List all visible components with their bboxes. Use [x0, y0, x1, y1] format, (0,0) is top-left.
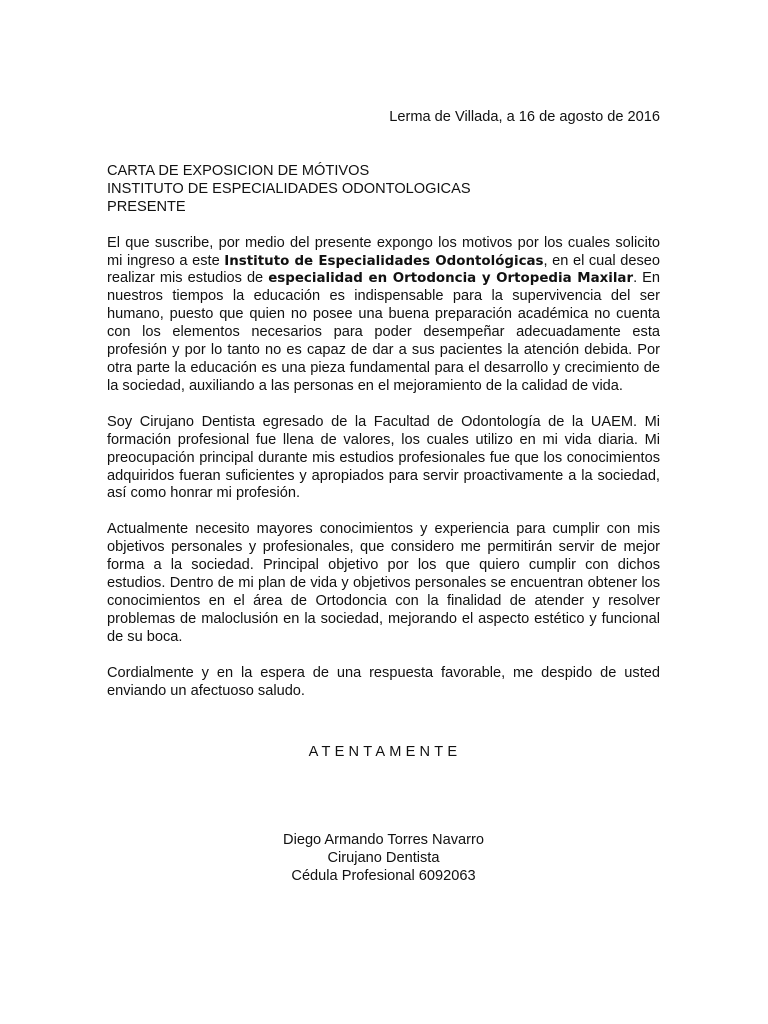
paragraph-farewell: Cordialmente y en la espera de una respuesta favorable, me despido de usted enviando un afectuoso saludo. — [107, 664, 660, 699]
paragraph-text: . En nuestros tiempos la educación es indispensable para la supervivencia del ser humano, puesto que quien no posee una buena preparación académica no cuenta con los elementos necesarios para poder desempeñar adecuadamente esta profesión y por lo tanto no es capaz de dar a sus pacientes la atención debida. Por otra parte la educación es una pieza fundamental para el desarrollo y crecimiento de la sociedad, auxiliando a las personas en el mejoramiento de la calidad de vida. — [107, 270, 660, 394]
recipient-block — [107, 163, 660, 217]
signature-block — [107, 832, 660, 886]
paragraph-text: El que suscribe, por medio del presente expongo los motivos por los cuales solicito mi ingreso a este — [107, 234, 660, 269]
bold-institute-name: Instituto de Especialidades Odontológicas — [224, 253, 544, 269]
recipient-institution: INSTITUTO DE ESPECIALIDADES ODONTOLOGICAS — [107, 180, 471, 197]
letter-subject: CARTA DE EXPOSICION DE MÓTIVOS — [107, 162, 370, 179]
signer-title: Cirujano Dentista — [327, 850, 440, 867]
signer-license: Cédula Profesional 6092063 — [291, 868, 476, 885]
recipient-salutation: PRESENTE — [107, 198, 186, 215]
paragraph-motives — [107, 235, 660, 396]
paragraph-text: , en el cual deseo realizar mis estudios de — [107, 252, 660, 287]
date-line: Lerma de Villada, a 16 de agosto de 2016 — [389, 109, 660, 125]
closing-word: ATENTAMENTE — [308, 744, 462, 761]
letter-page — [107, 109, 660, 886]
paragraph-objectives: Actualmente necesito mayores conocimientos y experiencia para cumplir con mis objetivos personales y profesionales, que considero me permitirán servir de mejor forma a la sociedad. Principal objetivo por los que quiero cumplir con dichos estudios. Dentro de mi plan de vida y objetivos personales se encuentran obtener los conocimientos en el área de Ortodoncia con la finalidad de atender y resolver problemas de maloclusión en la sociedad, mejorando el aspecto estético y funcional de su boca. — [107, 521, 660, 645]
bold-specialty-name: especialidad en Ortodoncia y Ortopedia Maxilar — [268, 271, 634, 287]
signer-name: Diego Armando Torres Navarro — [283, 832, 484, 849]
paragraph-background: Soy Cirujano Dentista egresado de la Facultad de Odontología de la UAEM. Mi formación profesional fue llena de valores, los cuales utilizo en mi vida diaria. Mi preocupación principal durante mis estudios profesionales fue que los conocimientos adquiridos fueran suficientes y apropiados para servir proactivamente a la sociedad, así como honrar mi profesión. — [107, 413, 660, 502]
